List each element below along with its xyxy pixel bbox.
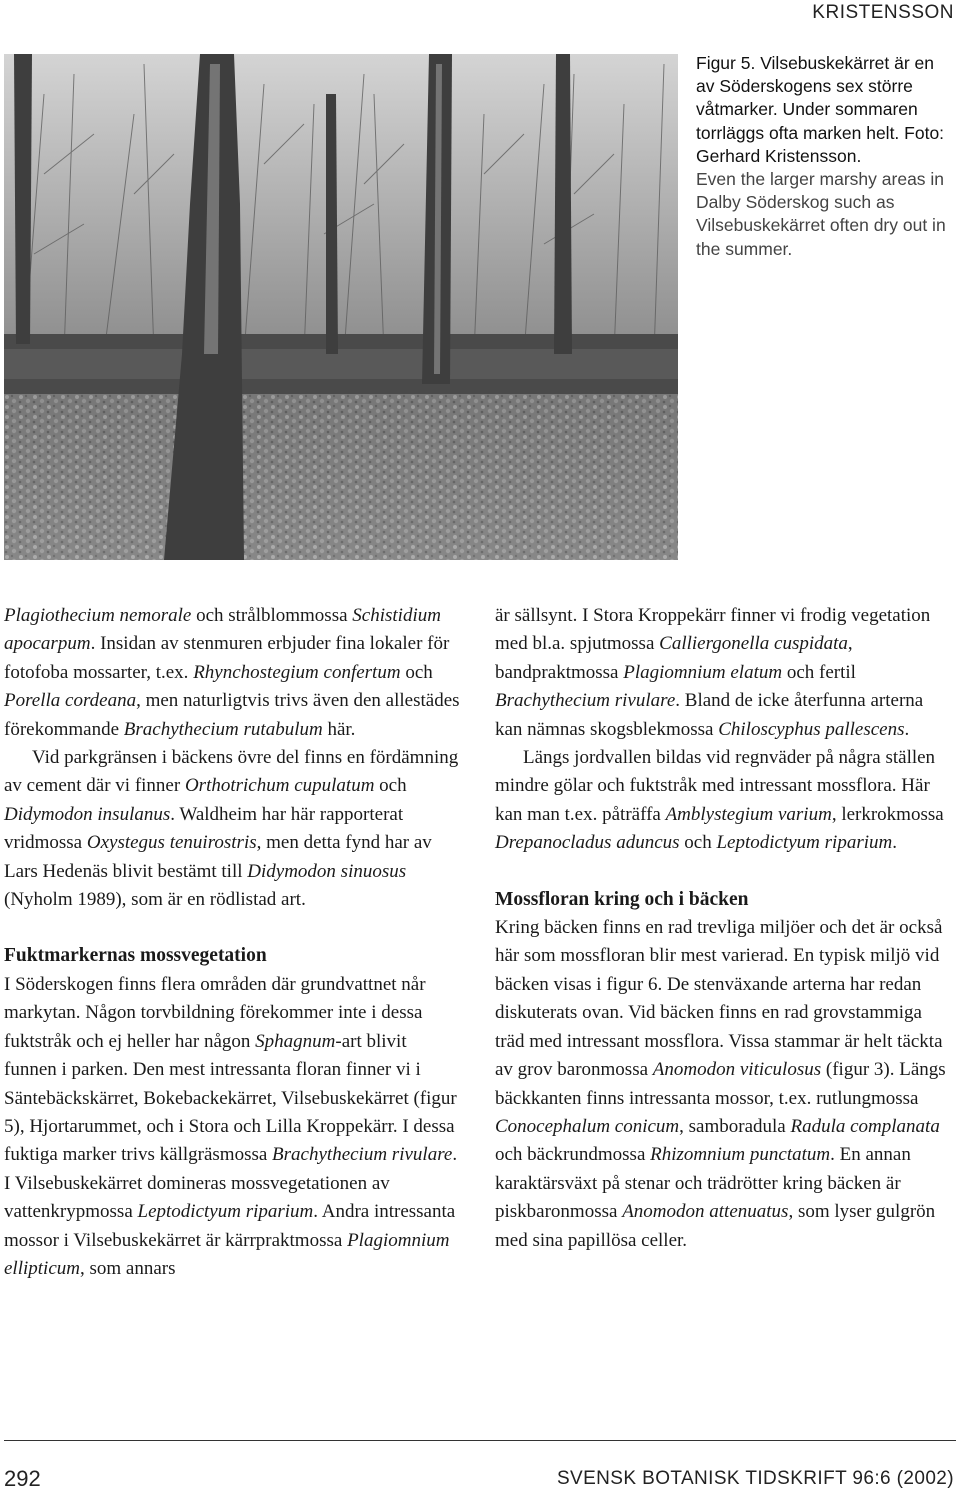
body-paragraph: är sällsynt. I Stora Kroppekärr finner vi frodig vegetation med bl.a. spjutmossa Calliergonella cuspidata, bandpraktmossa Plagiomnium elatum och fertil Brachythecium rivulare. Bland de icke återfunna arterna kan nämnas skogsblekmossa Chiloscyphus pallescens. [495,605,931,740]
running-header-author: KRISTENSSON [812,2,954,23]
page-number: 292 [4,1466,41,1491]
section-spacer [4,914,462,942]
body-paragraph: Vid parkgränsen i bäckens övre del finns en fördämning av cement där vi finner Orthotrichum cupulatum och Didymodon insulanus. Waldheim har här rapporterat vridmossa Oxystegus tenuirostris, men detta fynd har av Lars Hedenäs blivit bestämt till Didymodon sinuosus (Nyholm 1989), som är en rödlistad art. [4,747,459,911]
figure-caption [696,52,954,261]
photo-illustration [4,54,678,560]
footer-rule [4,1440,956,1441]
body-column-right [495,602,955,1255]
figure-photo-marsh-forest [4,54,678,560]
body-paragraph: Plagiothecium nemorale och strålblommossa Schistidium apocarpum. Insidan av stenmuren erbjuder fina lokaler för fotofoba mossarter, t.ex. Rhynchostegium confertum och Porella cordeana, men naturligtvis trivs även den allestädes förekommande Brachythecium rutabulum här. [4,605,460,740]
body-paragraph: Längs jordvallen bildas vid regnväder på några ställen mindre gölar och fuktstråk med intressant mossflora. Här kan man t.ex. påträffa Amblystegium varium, lerkrokmossa Drepanocladus aduncus och Leptodictyum riparium. [495,747,944,854]
figure-caption-swedish: Figur 5. Vilsebuskekärret är en av Söderskogens sex större våtmarker. Under sommaren torrläggs ofta marken helt. Foto: Gerhard Kristensson. [696,53,945,166]
section-heading: Mossfloran kring och i bäcken [495,888,749,910]
journal-citation: SVENSK BOTANISK TIDSKRIFT 96:6 (2002) [556,1468,954,1489]
section-spacer [495,858,955,886]
body-paragraph: I Söderskogen finns flera områden där grundvattnet når markytan. Någon torvbildning förekommer inte i dessa fuktstråk och ej heller har någon Sphagnum-art blivit funnen i parken. Den mest intressanta floran finner vi i Säntebäckskärret, Bokebackekärret, Vilsebuskekärret (figur 5), Hjortarummet, och i Stora och Lilla Kroppekärr. I dessa fuktiga marker trivs källgräsmossa Brachythecium rivulare. I Vilsebuskekärret domineras mossvegetationen av vattenkrypmossa Leptodictyum riparium. Andra intressanta mossor i Vilsebuskekärret är kärrpraktmossa Plagiomnium ellipticum, som annars [4,973,458,1279]
body-column-left [4,602,462,1283]
figure-caption-english: Even the larger marshy areas in Dalby Söderskog such as Vilsebuskekärret often dry out in the summer. [696,169,946,259]
body-paragraph: Kring bäcken finns en rad trevliga miljöer och det är också här som mossfloran blir mest varierad. En typisk miljö vid bäcken visas i figur 6. De stenväxande arterna har redan diskuterats ovan. Vid bäcken finns en rad grovstammiga träd med intressant mossflora. Vissa stammar är helt täckta av grov baronmossa Anomodon viticulosus (figur 3). Längs bäckkanten finns intressanta mossor, t.ex. rutlungmossa Conocephalum conicum, samboradula Radula complanata och bäckrundmossa Rhizomnium punctatum. En annan karaktärsväxt på stenar och trädrötter kring bäcken är piskbaronmossa Anomodon attenuatus, som lyser gulgrön med sina papillösa celler. [495,917,946,1251]
section-heading: Fuktmarkernas mossvegetation [4,945,267,967]
